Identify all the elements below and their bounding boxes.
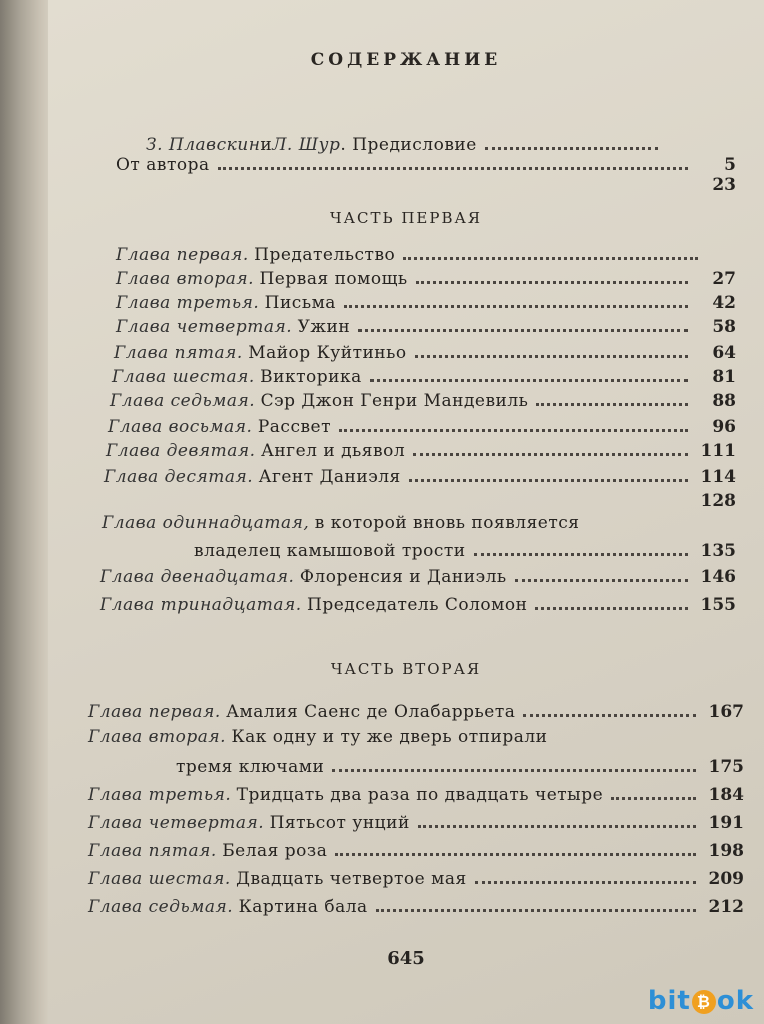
leader-dots bbox=[475, 864, 696, 884]
leader-dots bbox=[418, 808, 696, 828]
chapter-title: в которой вновь появляется bbox=[314, 513, 580, 533]
page-ref: 184 bbox=[708, 785, 744, 805]
toc-row bbox=[88, 836, 744, 862]
page-ref: 27 bbox=[712, 269, 736, 289]
chapter-title: Флоренсия и Даниэль bbox=[299, 567, 507, 587]
toc-row bbox=[104, 462, 736, 488]
watermark-text: ok bbox=[716, 986, 754, 1016]
toc-row bbox=[88, 808, 744, 834]
chapter-title: Письма bbox=[264, 293, 336, 313]
book-spine-shadow bbox=[0, 0, 48, 1024]
leader-dots bbox=[409, 462, 688, 482]
chapter-title: Тридцать два раза по двадцать четыре bbox=[236, 785, 604, 805]
chapter-title: Рассвет bbox=[257, 417, 332, 437]
toc-row bbox=[106, 436, 736, 462]
leader-dots bbox=[485, 130, 658, 150]
toc-row bbox=[116, 240, 706, 266]
toc-row bbox=[88, 780, 744, 806]
page-ref: 64 bbox=[712, 343, 736, 363]
chapter-label: Глава третья. bbox=[116, 293, 260, 313]
chapter-title: Амалия Саенс де Олабаррьета bbox=[226, 702, 516, 722]
chapter-label: Глава вторая. bbox=[116, 269, 255, 289]
coin-icon: ₿ bbox=[692, 990, 716, 1014]
page-ref: 5 bbox=[724, 155, 736, 175]
chapter-title: Сэр Джон Генри Мандевиль bbox=[260, 391, 529, 411]
author-2: Л. Шур bbox=[272, 135, 341, 155]
chapter-title: Предательство bbox=[254, 245, 396, 265]
chapter-title: Ужин bbox=[297, 317, 351, 337]
page-ref: 128 bbox=[700, 491, 736, 511]
book-page bbox=[48, 0, 764, 1024]
chapter-title: Викторика bbox=[260, 367, 362, 387]
toc-row bbox=[102, 510, 736, 536]
chapter-label: Глава девятая. bbox=[106, 441, 256, 461]
leader-dots bbox=[515, 562, 688, 582]
author-1: З. Плавскин bbox=[146, 135, 261, 155]
chapter-title-cont: владелец камышовой трости bbox=[194, 541, 466, 561]
chapter-title: Ангел и дьявол bbox=[260, 441, 406, 461]
chapter-label: Глава четвертая. bbox=[116, 317, 293, 337]
chapter-label: Глава десятая. bbox=[104, 467, 254, 487]
leader-dots bbox=[344, 288, 688, 308]
page-ref: 23 bbox=[712, 175, 736, 195]
page-ref: 114 bbox=[700, 467, 736, 487]
toc-row bbox=[116, 312, 736, 338]
toc-row bbox=[114, 338, 736, 364]
chapter-label: Глава первая. bbox=[116, 245, 249, 265]
preface-title: . Предисловие bbox=[340, 135, 477, 155]
page-ref: 212 bbox=[708, 897, 744, 917]
page-ref: 167 bbox=[708, 702, 744, 722]
leader-dots bbox=[332, 752, 696, 772]
author-and: и bbox=[260, 135, 273, 155]
watermark-logo bbox=[648, 986, 754, 1016]
chapter-label: Глава седьмая. bbox=[88, 897, 234, 917]
chapter-label: Глава тринадцатая. bbox=[100, 595, 302, 615]
chapter-label: Глава одиннадцатая, bbox=[102, 513, 310, 533]
page-ref: 155 bbox=[700, 595, 736, 615]
leader-dots bbox=[339, 412, 688, 432]
chapter-title: Председатель Соломон bbox=[307, 595, 528, 615]
chapter-title: Первая помощь bbox=[259, 269, 408, 289]
chapter-title-cont: тремя ключами bbox=[176, 757, 325, 777]
toc-row bbox=[110, 386, 736, 412]
chapter-label: Глава пятая. bbox=[114, 343, 243, 363]
chapter-label: Глава шестая. bbox=[88, 869, 231, 889]
chapter-title: Агент Даниэля bbox=[258, 467, 401, 487]
leader-dots bbox=[335, 836, 696, 856]
chapter-label: Глава первая. bbox=[88, 702, 221, 722]
leader-dots bbox=[536, 386, 688, 406]
page-ref: 111 bbox=[700, 441, 736, 461]
leader-dots bbox=[474, 536, 688, 556]
chapter-label: Глава седьмая. bbox=[110, 391, 256, 411]
toc-row bbox=[88, 864, 744, 890]
toc-row bbox=[100, 590, 736, 616]
chapter-title: Пятьсот унций bbox=[269, 813, 410, 833]
part-1-heading: ЧАСТЬ ПЕРВАЯ bbox=[330, 209, 482, 227]
watermark-text: bit bbox=[647, 986, 691, 1016]
page-ref: 135 bbox=[700, 541, 736, 561]
page-number: 645 bbox=[387, 948, 425, 969]
page-ref: 88 bbox=[712, 391, 736, 411]
chapter-label: Глава третья. bbox=[88, 785, 232, 805]
toc-row bbox=[112, 362, 736, 388]
chapter-title: Двадцать четвертое мая bbox=[236, 869, 467, 889]
leader-dots bbox=[358, 312, 688, 332]
chapter-title: Белая роза bbox=[222, 841, 328, 861]
toc-row bbox=[194, 536, 736, 562]
page-ref: 42 bbox=[712, 293, 736, 313]
chapter-title: Картина бала bbox=[238, 897, 368, 917]
toc-row bbox=[116, 288, 736, 314]
from-author-title: От автора bbox=[116, 155, 210, 175]
leader-dots bbox=[416, 264, 688, 284]
leader-dots bbox=[370, 362, 688, 382]
chapter-title: Майор Куйтиньо bbox=[248, 343, 407, 363]
page-ref: 146 bbox=[700, 567, 736, 587]
toc-row-page-23 bbox=[116, 170, 736, 196]
page-ref: 191 bbox=[708, 813, 744, 833]
toc-row bbox=[104, 486, 736, 512]
page-title: СОДЕРЖАНИЕ bbox=[310, 50, 502, 70]
leader-dots bbox=[523, 697, 696, 717]
leader-dots bbox=[611, 780, 696, 800]
chapter-label: Глава пятая. bbox=[88, 841, 217, 861]
chapter-label: Глава вторая. bbox=[88, 727, 227, 747]
page-ref: 209 bbox=[708, 869, 744, 889]
toc-row bbox=[100, 562, 736, 588]
toc-row bbox=[116, 264, 736, 290]
chapter-title: Как одну и ту же дверь отпирали bbox=[231, 727, 548, 747]
chapter-label: Глава восьмая. bbox=[108, 417, 253, 437]
leader-dots bbox=[535, 590, 688, 610]
leader-dots bbox=[218, 150, 688, 170]
chapter-label: Глава четвертая. bbox=[88, 813, 265, 833]
toc-row bbox=[88, 892, 744, 918]
toc-row bbox=[176, 752, 744, 778]
page-ref: 81 bbox=[712, 367, 736, 387]
toc-row bbox=[88, 697, 744, 723]
chapter-label: Глава двенадцатая. bbox=[100, 567, 295, 587]
leader-dots bbox=[415, 338, 688, 358]
part-2-heading: ЧАСТЬ ВТОРАЯ bbox=[330, 660, 482, 678]
page-ref: 58 bbox=[712, 317, 736, 337]
leader-dots bbox=[376, 892, 696, 912]
leader-dots bbox=[413, 436, 688, 456]
toc-row bbox=[108, 412, 736, 438]
chapter-label: Глава шестая. bbox=[112, 367, 255, 387]
leader-dots bbox=[403, 240, 698, 260]
page-ref: 175 bbox=[708, 757, 744, 777]
toc-row bbox=[88, 724, 744, 750]
page-ref: 96 bbox=[712, 417, 736, 437]
page-ref: 198 bbox=[708, 841, 744, 861]
